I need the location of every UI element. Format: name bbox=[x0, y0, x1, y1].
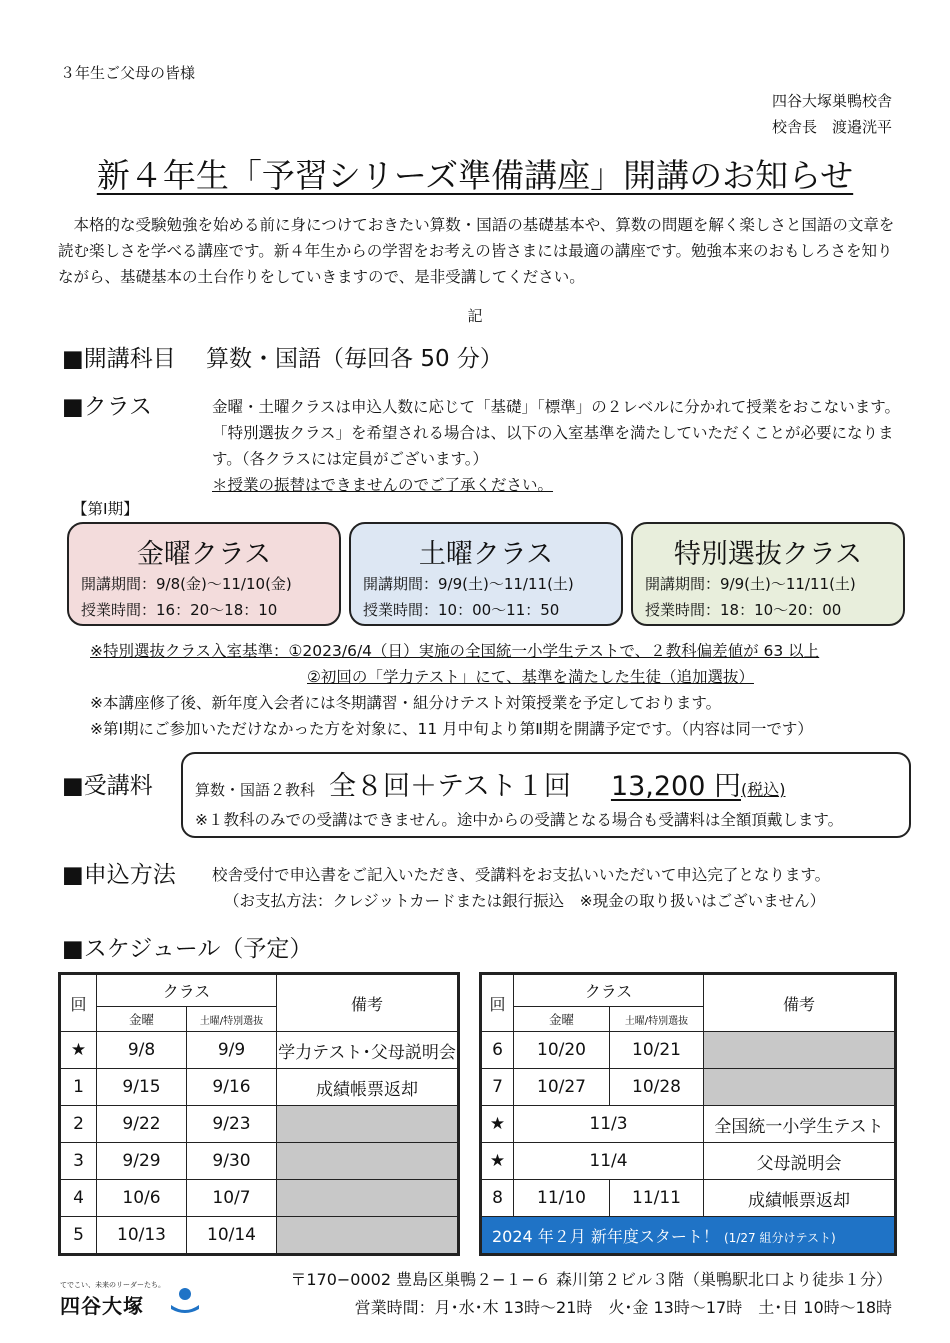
page-title: 新４年生「予習シリーズ準備講座」開講のお知らせ bbox=[96, 156, 854, 195]
fee-count: 全８回＋テスト１回 bbox=[329, 771, 571, 802]
apply-text bbox=[212, 862, 830, 914]
header-class: クラス bbox=[97, 975, 277, 1007]
header-saturday: 土曜/特別選抜 bbox=[187, 1007, 277, 1032]
apply-line-1: 校舎受付で申込書をご記入いただき、受講料をお支払いいただいて申込完了となります。 bbox=[212, 866, 831, 884]
principal-name: 校舎長 渡邉洸平 bbox=[771, 118, 892, 136]
row-sat: 9/30 bbox=[187, 1143, 277, 1180]
row-sat: 10/21 bbox=[610, 1032, 704, 1069]
sender bbox=[772, 88, 892, 140]
table-row bbox=[482, 1069, 895, 1106]
row-sat: 9/9 bbox=[187, 1032, 277, 1069]
special-class-box bbox=[631, 522, 905, 626]
row-remarks bbox=[277, 1143, 458, 1180]
table-row bbox=[61, 1032, 458, 1069]
row-date: 11/4 bbox=[514, 1143, 704, 1180]
row-fri: 10/27 bbox=[514, 1069, 610, 1106]
row-fri: 9/8 bbox=[97, 1032, 187, 1069]
apply-line-2: （お支払方法：クレジットカードまたは銀行振込 ※現金の取り扱いはございません） bbox=[224, 892, 826, 910]
row-remarks bbox=[277, 1217, 458, 1254]
note-term2: ※第Ⅰ期にご参加いただけなかった方を対象に、11 月中旬より第Ⅱ期を開講予定です。（内容は同一です） bbox=[90, 720, 813, 738]
class-period: 開講期間：9/9(土)～11/11(土) bbox=[363, 575, 574, 593]
note-winter: ※本講座修了後、新年度入会者には冬期講習・組分けテスト対策授業を予定しております。 bbox=[90, 694, 722, 712]
row-no: 5 bbox=[61, 1217, 97, 1254]
table-row bbox=[482, 1032, 895, 1069]
row-fri: 9/22 bbox=[97, 1106, 187, 1143]
table-row bbox=[61, 1106, 458, 1143]
header-saturday: 土曜/特別選抜 bbox=[610, 1007, 704, 1032]
row-sat: 10/14 bbox=[187, 1217, 277, 1254]
ki-mark: 記 bbox=[467, 307, 483, 325]
subjects-heading: ■開講科目 bbox=[62, 346, 176, 372]
criteria-line-2: ②初回の「学力テスト」にて、基準を満たした生徒（追加選抜） bbox=[307, 668, 754, 686]
row-sat: 10/28 bbox=[610, 1069, 704, 1106]
class-description bbox=[212, 394, 902, 498]
header-remarks: 備考 bbox=[277, 975, 458, 1032]
header-remarks: 備考 bbox=[704, 975, 895, 1032]
class-heading: ■クラス bbox=[62, 394, 153, 420]
row-no: 1 bbox=[61, 1069, 97, 1106]
schedule-table-right bbox=[479, 972, 897, 1256]
row-no: 3 bbox=[61, 1143, 97, 1180]
row-remarks: 学力テスト･父母説明会 bbox=[277, 1032, 458, 1069]
apply-heading: ■申込方法 bbox=[62, 862, 176, 888]
row-remarks bbox=[277, 1106, 458, 1143]
row-fri: 11/10 bbox=[514, 1180, 610, 1217]
row-remarks: 成績帳票返却 bbox=[704, 1180, 895, 1217]
row-no: 8 bbox=[482, 1180, 514, 1217]
row-fri: 9/15 bbox=[97, 1069, 187, 1106]
logo-name: 四谷大塚 bbox=[60, 1294, 144, 1318]
footer-info bbox=[290, 1266, 892, 1322]
table-row bbox=[61, 1143, 458, 1180]
row-remarks bbox=[277, 1180, 458, 1217]
footer-hours: 営業時間：月･水･木 13時～21時 火･金 13時～17時 土･日 10時～18時 bbox=[354, 1298, 892, 1317]
row-remarks: 父母説明会 bbox=[704, 1143, 895, 1180]
row-no: ★ bbox=[482, 1106, 514, 1143]
row-date: 11/3 bbox=[514, 1106, 704, 1143]
class-name: 特別選抜クラス bbox=[673, 539, 863, 570]
addressee: ３年生ご父母の皆様 bbox=[60, 64, 196, 82]
saturday-class-box bbox=[349, 522, 623, 626]
class-period: 開講期間：9/9(土)～11/11(土) bbox=[645, 575, 856, 593]
header-no: 回 bbox=[61, 975, 97, 1032]
subjects-section bbox=[62, 340, 503, 373]
row-sat: 9/23 bbox=[187, 1106, 277, 1143]
class-note: ＊授業の振替はできませんのでご了承ください。 bbox=[212, 476, 554, 494]
row-fri: 10/6 bbox=[97, 1180, 187, 1217]
term-label: 【第Ⅰ期】 bbox=[72, 500, 139, 518]
fee-main bbox=[195, 764, 786, 803]
friday-class-box bbox=[67, 522, 341, 626]
class-time: 授業時間：10：00～11：50 bbox=[363, 601, 560, 619]
header-class: クラス bbox=[514, 975, 704, 1007]
banner-sub: (1/27 組分けテスト) bbox=[724, 1230, 836, 1245]
table-row bbox=[61, 1069, 458, 1106]
row-remarks bbox=[704, 1032, 895, 1069]
schedule-heading: ■スケジュール（予定） bbox=[62, 936, 313, 962]
criteria-line-1: ※特別選抜クラス入室基準：①2023/6/4（日）実施の全国統一小学生テストで、２教科偏差値が 63 以上 bbox=[90, 642, 820, 660]
row-remarks: 全国統一小学生テスト bbox=[704, 1106, 895, 1143]
class-name: 土曜クラス bbox=[418, 539, 554, 570]
row-fri: 10/20 bbox=[514, 1032, 610, 1069]
class-period: 開講期間：9/8(金)～11/10(金) bbox=[81, 575, 292, 593]
class-time: 授業時間：18：10～20：00 bbox=[645, 601, 842, 619]
new-year-banner: 2024 年２月 新年度スタート！ (1/27 組分けテスト) bbox=[482, 1217, 895, 1254]
row-fri: 9/29 bbox=[97, 1143, 187, 1180]
row-remarks bbox=[704, 1069, 895, 1106]
header-friday: 金曜 bbox=[514, 1007, 610, 1032]
logo-tagline: てでこい、未来のリーダーたち。 bbox=[60, 1281, 165, 1289]
row-sat: 9/16 bbox=[187, 1069, 277, 1106]
fee-price: 13,200 円 bbox=[610, 771, 741, 802]
table-row bbox=[61, 1217, 458, 1254]
notes bbox=[90, 638, 819, 742]
table-row bbox=[482, 1106, 895, 1143]
fee-label: 算数・国語２教科 bbox=[195, 781, 316, 799]
footer-address: 〒170−0002 豊島区巣鴨２−１−６ 森川第２ビル３階（巣鴨駅北口より徒歩１分） bbox=[290, 1270, 892, 1289]
row-no: ★ bbox=[61, 1032, 97, 1069]
row-no: 2 bbox=[61, 1106, 97, 1143]
header-friday: 金曜 bbox=[97, 1007, 187, 1032]
logo-mark-icon bbox=[168, 1285, 202, 1313]
fee-box bbox=[181, 752, 911, 838]
schedule-table-left bbox=[58, 972, 460, 1256]
fee-tax: (税込) bbox=[741, 780, 786, 799]
table-row bbox=[482, 1143, 895, 1180]
row-no: 6 bbox=[482, 1032, 514, 1069]
row-fri: 10/13 bbox=[97, 1217, 187, 1254]
table-row bbox=[482, 1180, 895, 1217]
row-no: 7 bbox=[482, 1069, 514, 1106]
class-time: 授業時間：16：20～18：10 bbox=[81, 601, 278, 619]
class-text: 金曜・土曜クラスは申込人数に応じて「基礎」「標準」の２レベルに分かれて授業をおこないます。「特別選抜クラス」を希望される場合は、以下の入室基準を満たしていただくことが必要になります。（各クラスには定員がございます。） bbox=[212, 398, 901, 468]
row-no: 4 bbox=[61, 1180, 97, 1217]
header-no: 回 bbox=[482, 975, 514, 1032]
brand-logo bbox=[60, 1280, 165, 1319]
row-sat: 11/11 bbox=[610, 1180, 704, 1217]
row-no: ★ bbox=[482, 1143, 514, 1180]
row-sat: 10/7 bbox=[187, 1180, 277, 1217]
fee-note: ※１教科のみでの受講はできません。途中からの受講となる場合も受講料は全額頂戴します。 bbox=[195, 811, 844, 829]
school-name: 四谷大塚巣鴨校舎 bbox=[771, 92, 892, 110]
fee-heading: ■受講料 bbox=[62, 773, 153, 799]
table-row bbox=[61, 1180, 458, 1217]
intro-text: 本格的な受験勉強を始める前に身につけておきたい算数・国語の基礎基本や、算数の問題を解く楽しさと国語の文章を読む楽しさを学べる講座です。新４年生からの学習をお考えの皆さまには最適の講座です。勉強本来のおもしろさを知りながら、基礎基本の土台作りをしていきますので、是非受講してください。 bbox=[58, 216, 895, 286]
row-remarks: 成績帳票返却 bbox=[277, 1069, 458, 1106]
class-name: 金曜クラス bbox=[136, 539, 272, 570]
subjects-value: 算数・国語（毎回各 50 分） bbox=[206, 346, 503, 372]
